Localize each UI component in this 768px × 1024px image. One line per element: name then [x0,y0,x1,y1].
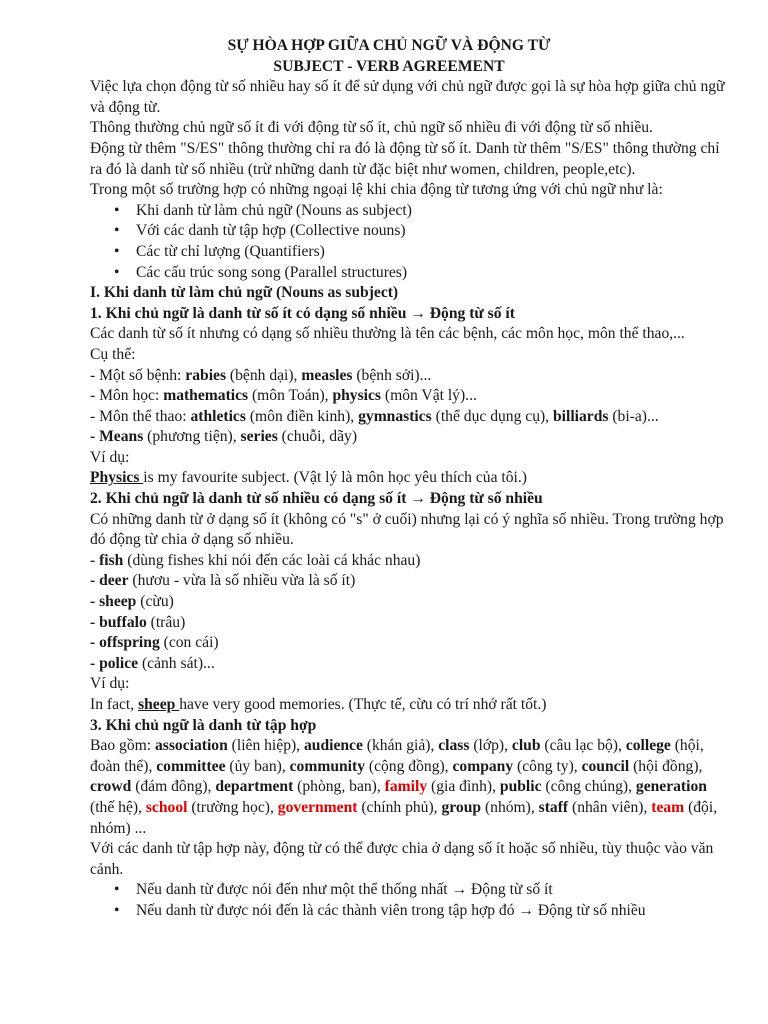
subsection-heading: 3. Khi chủ ngữ là danh từ tập hợp [90,716,317,734]
collective-noun: college [625,737,671,755]
list-line: - buffalo (trâu) [90,613,186,631]
title-vietnamese: SỰ HÒA HỢP GIỮA CHỦ NGỮ VÀ ĐỘNG TỪ [227,37,551,54]
collective-noun: class [438,737,470,755]
section-heading: I. Khi danh từ làm chủ ngữ (Nouns as subject) [90,284,399,302]
list-line: - Một số bệnh: rabies (bệnh dại), measles (bệnh sởi)... [90,366,432,384]
collective-noun: family [384,778,428,796]
collective-noun: school [145,798,188,816]
list-line: - Môn thể thao: athletics (môn điền kinh), gymnastics (thể dục dụng cụ), billiards (bi-a)... [90,407,659,425]
list-item: • Các từ chỉ lượng (Quantifiers) [136,242,728,263]
example-sentence: In fact, sheep have very good memories. (Thực tế, cừu có trí nhớ rất tốt.) [90,696,547,713]
collective-noun: community [289,757,365,775]
collective-noun: club [511,737,541,755]
list-item: • Các cấu trúc song song (Parallel structures) [136,263,728,284]
collective-noun: crowd [90,778,132,796]
subsection-heading: 1. Khi chủ ngữ là danh từ số ít có dạng số nhiều → Động từ số ít [90,304,515,322]
collective-noun: group [441,798,482,816]
paragraph: Các danh từ số ít nhưng có dạng số nhiều thường là tên các bệnh, các môn học, môn thể thao,... [90,325,685,343]
list-line: - Means (phương tiện), series (chuỗi, dãy) [90,428,358,446]
label: Cụ thể: [90,345,136,363]
intro-paragraph: Trong một số trường hợp có những ngoại lệ khi chia động từ tương ứng với chủ ngữ như là: [90,181,663,199]
intro-paragraph: Thông thường chủ ngữ số ít đi với động từ số ít, chủ ngữ số nhiều đi với động từ số nhiều. [90,119,653,137]
list-line: - Môn học: mathematics (môn Toán), physics (môn Vật lý)... [90,387,477,405]
cases-list [90,201,728,283]
list-line: - deer (hươu - vừa là số nhiều vừa là số ít) [90,572,356,590]
collective-nouns-paragraph: Bao gồm: association (liên hiệp), audience (khán giả), class (lớp), club (câu lạc bộ), college (hội, đoàn thể), committee (ủy ban), community (cộng đồng), company (công ty), council (hội đồng), crowd (đám đông), department (phòng, ban), family (gia đình), public (công chúng), generation (thế hệ), school (trường học), government (chính phủ), group (nhóm), staff (nhân viên), team (đội, nhóm) ... [90,737,718,837]
list-item: • Nếu danh từ được nói đến là các thành viên trong tập hợp đó → Động từ số nhiều [136,901,728,922]
collective-noun: council [581,757,630,775]
paragraph: Với các danh từ tập hợp này, động từ có thể được chia ở dạng số ít hoặc số nhiều, tùy thuộc vào văn cảnh. [90,840,714,878]
example-sentence: Physics is my favourite subject. (Vật lý là môn học yêu thích của tôi.) [90,469,527,487]
list-line: - sheep (cừu) [90,593,174,611]
collective-noun: team [651,798,685,816]
label: Ví dụ: [90,448,130,466]
list-item: • Khi danh từ làm chủ ngữ (Nouns as subject) [136,201,728,222]
label: Ví dụ: [90,675,130,693]
list-line: - fish (dùng fishes khi nói đến các loài cá khác nhau) [90,551,421,569]
list-line: - police (cảnh sát)... [90,654,215,672]
collective-noun: generation [635,778,707,796]
collective-noun: government [277,798,358,816]
collective-noun: committee [156,757,226,775]
list-line: - offspring (con cái) [90,634,219,652]
list-item: • Với các danh từ tập hợp (Collective nouns) [136,221,728,242]
collective-noun: company [452,757,514,775]
rule-list [90,880,728,921]
collective-noun: public [499,778,542,796]
intro-paragraph: Việc lựa chọn động từ số nhiều hay số ít để sử dụng với chủ ngữ được gọi là sự hòa hợp giữa chủ ngữ và động từ. [90,78,725,116]
paragraph: Có những danh từ ở dạng số ít (không có "s" ở cuối) nhưng lại có ý nghĩa số nhiều. Trong trường hợp đó động từ chia ở dạng số nhiều. [90,510,724,549]
collective-noun: department [215,778,294,796]
noun-list [90,551,728,675]
title-english: SUBJECT - VERB AGREEMENT [273,57,505,75]
collective-noun: association [154,737,228,755]
collective-noun: audience [303,737,363,755]
intro-paragraph: Động từ thêm "S/ES" thông thường chỉ ra đó là động từ số ít. Danh từ thêm "S/ES" thông thường chỉ ra đó là danh từ số nhiều (trừ những danh từ đặc biệt như women, children, people,etc). [90,139,720,178]
collective-noun: staff [538,798,569,816]
list-item: • Nếu danh từ được nói đến như một thể thống nhất → Động từ số ít [136,880,728,901]
subsection-heading: 2. Khi chủ ngữ là danh từ số nhiều có dạng số ít → Động từ số nhiều [90,490,543,508]
